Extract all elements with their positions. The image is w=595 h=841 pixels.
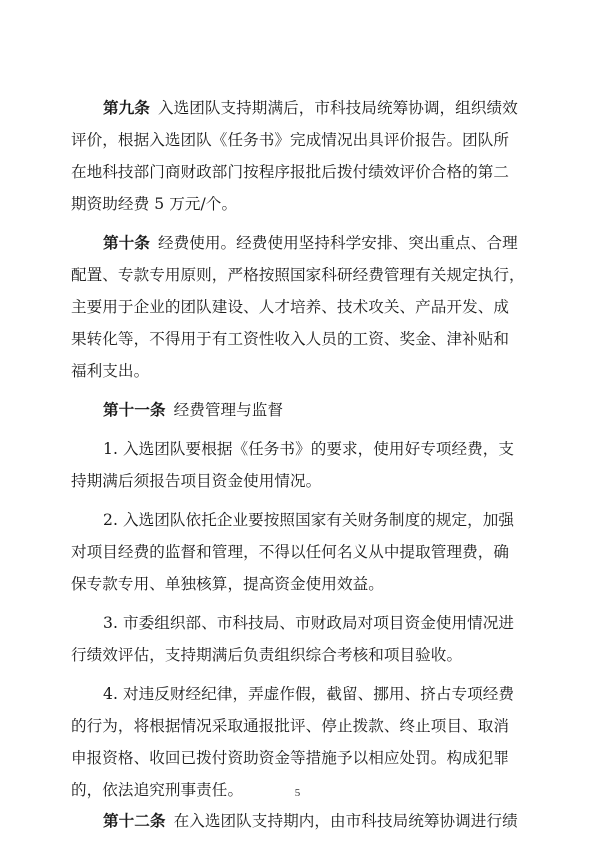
article-heading: 第九条 [103,98,150,117]
page-number: 5 [294,787,301,799]
article-heading: 第十二条 [103,811,166,830]
text-line: 2. 入选团队依托企业要按照国家有关财务制度的规定，加强 [103,511,515,529]
text-line: 4. 对违反财经纪律，弄虚作假，截留、挪用、挤占专项经费 [103,685,515,703]
text-line: 对项目经费的监督和管理，不得以任何名义从中提取管理费，确 [71,543,510,561]
text-line: 申报资格、收回已拨付资助资金等措施予以相应处罚。构成犯罪 [71,749,510,767]
article-heading: 第十条 [103,233,150,252]
text-line: 果转化等，不得用于有工资性收入人员的工资、奖金、津补贴和 [71,330,510,348]
line-text: 经费管理与监督 [173,401,284,419]
text-line: 保专款专用、单独核算，提高资金使用效益。 [71,575,384,593]
line-text: 入选团队支持期满后，市科技局统筹协调，组织绩效 [157,99,518,117]
text-line: 配置、专款专用原则，严格按照国家科研经费管理有关规定执行， [71,266,525,284]
text-line [0,805,595,837]
line-text: 在入选团队支持期内，由市科技局统筹协调进行绩 [173,812,518,830]
text-line: 1. 入选团队要根据《任务书》的要求，使用好专项经费，支 [103,440,515,458]
text-line [0,394,595,426]
text-line: 的，依法追究刑事责任。 [71,781,244,799]
article-heading: 第十一条 [103,400,166,419]
line-text: 经费使用。经费使用坚持科学安排、突出重点、合理 [157,234,518,252]
text-line: 评价，根据入选团队《任务书》完成情况出具评价报告。团队所 [71,131,510,149]
text-line: 的行为，将根据情况采取通报批评、停止拨款、终止项目、取消 [71,717,510,735]
text-line: 主要用于企业的团队建设、人才培养、技术攻关、产品开发、成 [71,298,510,316]
text-line [0,227,595,259]
text-line: 在地科技部门商财政部门按程序报批后拨付绩效评价合格的第二 [71,163,510,181]
text-line: 福利支出。 [71,362,150,380]
text-line: 3. 市委组织部、市科技局、市财政局对项目资金使用情况进 [103,614,515,632]
text-line: 行绩效评估，支持期满后负责组织综合考核和项目验收。 [71,646,463,664]
text-line: 期资助经费 5 万元/个。 [71,195,238,213]
text-line: 持期满后须报告项目资金使用情况。 [71,472,322,490]
text-line [0,92,595,124]
